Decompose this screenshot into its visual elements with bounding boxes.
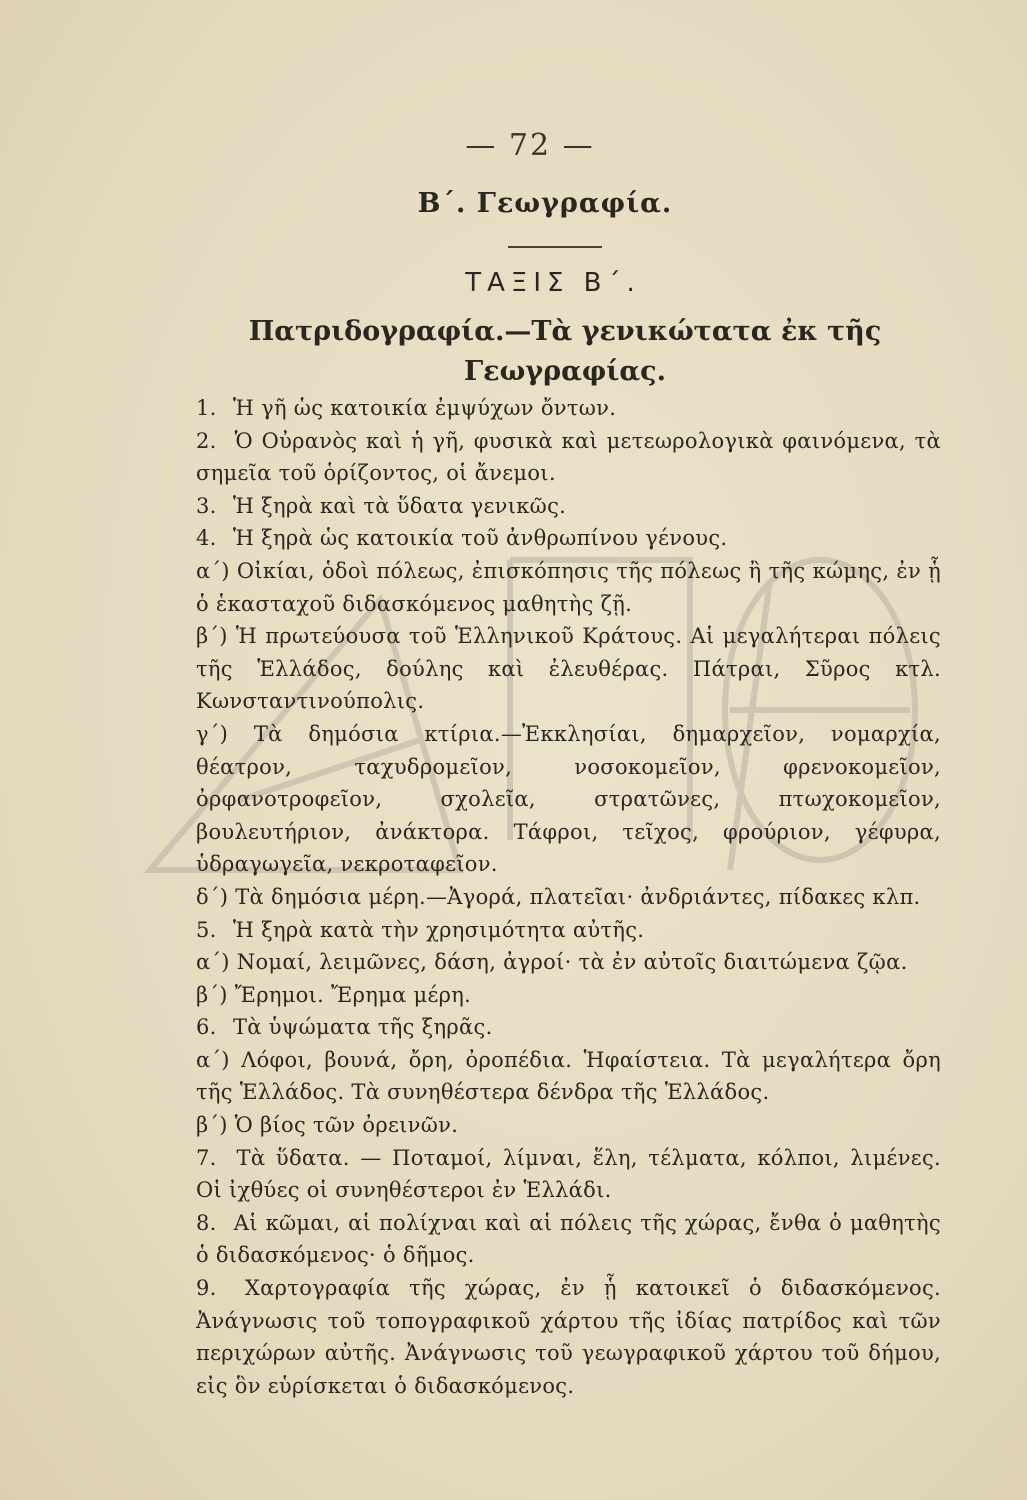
item-label: 9. [196, 1276, 217, 1301]
item-text: Ἔρημοι. Ἔρημα μέρη. [234, 982, 472, 1007]
subject-title: Πατριδογραφία.—Τὰ γενικώτατα ἐκ τῆς Γεωγραφίας. [248, 316, 882, 387]
item-label: γ΄) [196, 721, 229, 746]
class-title: ΤΑΞΙΣ Β΄. [465, 268, 641, 298]
section-title: Β΄. Γεωγραφία. [417, 188, 673, 219]
list-item [196, 620, 941, 718]
list-item [196, 490, 941, 523]
list-item [196, 718, 941, 881]
item-text: Ὁ Οὐρανὸς καὶ ἡ γῆ, φυσικὰ καὶ μετεωρολογικὰ φαινόμενα, τὰ σημεῖα τοῦ ὁρίζοντος, οἱ ἄνεμοι. [196, 428, 941, 486]
item-text: Τὰ ὕδατα. — Ποταμοί, λίμναι, ἕλη, τέλματα, κόλποι, λιμένες. Οἱ ἰχθύες οἱ συνηθέστεροι ἐν Ἑλλάδι. [196, 1145, 941, 1203]
item-label: 6. [196, 1015, 217, 1040]
item-label: α΄) [196, 1047, 230, 1072]
list-item [196, 946, 941, 979]
list-item [196, 1109, 941, 1142]
item-text: Ἡ πρωτεύουσα τοῦ Ἑλληνικοῦ Κράτους. Αἱ μεγαλήτεραι πόλεις τῆς Ἑλλάδος, δούλης καὶ ἐλευθέρας. Πάτραι, Σῦρος κτλ. Κωνσταντινούπολις. [196, 624, 941, 714]
page-number: — 72 — [465, 128, 595, 163]
item-text: Ὁ βίος τῶν ὀρεινῶν. [234, 1113, 459, 1138]
list-item [196, 1272, 941, 1402]
item-text: Νομαί, λειμῶνες, δάση, ἀγροί· τὰ ἐν αὐτοῖς διαιτώμενα ζῷα. [236, 950, 908, 975]
item-text: Λόφοι, βουνά, ὄρη, ὀροπέδια. Ἡφαίστεια. Τὰ μεγαλήτερα ὄρη τῆς Ἑλλάδος. Τὰ συνηθέστερα δένδρα τῆς Ἑλλάδος. [196, 1047, 941, 1105]
item-label: 7. [196, 1145, 217, 1170]
title-divider [508, 246, 602, 248]
item-label: 3. [196, 493, 217, 518]
item-text: Ἡ ξηρὰ ὡς κατοικία τοῦ ἀνθρωπίνου γένους. [232, 526, 728, 551]
list-item [196, 1207, 941, 1272]
list-item [196, 522, 941, 555]
list-item [196, 914, 941, 947]
syllabus-list [196, 392, 941, 1402]
list-item [196, 979, 941, 1012]
item-label: 8. [196, 1210, 217, 1235]
item-label: 2. [196, 428, 217, 453]
list-item [196, 1044, 941, 1109]
item-label: δ΄) [196, 884, 229, 909]
item-text: Οἰκίαι, ὁδοὶ πόλεως, ἐπισκόπησις τῆς πόλεως ἢ τῆς κώμης, ἐν ᾗ ὁ ἑκασταχοῦ διδασκόμενος μαθητὴς ζῇ. [196, 558, 941, 616]
item-text: Τὰ δημόσια κτίρια.—Ἐκκλησίαι, δημαρχεῖον, νομαρχία, θέατρον, ταχυδρομεῖον, νοσοκομεῖον, φρενοκομεῖον, ὀρφανοτροφεῖον, σχολεῖα, στρατῶνες, πτωχοκομεῖον, βουλευτήριον, ἀνάκτορα. Τάφροι, τεῖχος, φρούριον, γέφυρα, ὑδραγωγεῖα, νεκροταφεῖον. [196, 721, 941, 877]
item-label: 5. [196, 917, 217, 942]
item-label: α΄) [196, 558, 230, 583]
item-text: Αἱ κῶμαι, αἱ πολίχναι καὶ αἱ πόλεις τῆς χώρας, ἔνθα ὁ μαθητὴς ὁ διδασκόμενος· ὁ δῆμος. [196, 1210, 941, 1268]
item-label: β΄) [196, 982, 228, 1007]
item-text: Τὰ δημόσια μέρη.—Ἀγορά, πλατεῖαι· ἀνδριάντες, πίδακες κλπ. [235, 884, 921, 909]
item-text: Ἡ ξηρὰ κατὰ τὴν χρησιμότητα αὐτῆς. [232, 917, 645, 942]
item-text: Τὰ ὑψώματα τῆς ξηρᾶς. [232, 1015, 493, 1040]
item-text: Ἡ γῆ ὡς κατοικία ἐμψύχων ὄντων. [232, 396, 617, 420]
item-label: β΄) [196, 1113, 228, 1138]
list-item [196, 425, 941, 490]
list-item [196, 392, 941, 425]
list-item [196, 881, 941, 914]
item-text: Χαρτογραφία τῆς χώρας, ἐν ᾗ κατοικεῖ ὁ διδασκόμενος. Ἀνάγνωσις τοῦ τοπογραφικοῦ χάρτου τῆς ἰδίας πατρίδος καὶ τῶν περιχώρων αὐτῆς. Ἀνάγνωσις τοῦ γεωγραφικοῦ χάρτου τοῦ δήμου, εἰς ὃν εὑρίσκεται ὁ διδασκόμενος. [196, 1276, 941, 1398]
item-text: Ἡ ξηρὰ καὶ τὰ ὕδατα γενικῶς. [232, 493, 567, 518]
item-label: α΄) [196, 950, 230, 975]
list-item [196, 1142, 941, 1207]
list-item [196, 555, 941, 620]
item-label: β΄) [196, 624, 228, 649]
item-label: 1. [196, 396, 217, 420]
item-label: 4. [196, 526, 217, 551]
list-item [196, 1011, 941, 1044]
